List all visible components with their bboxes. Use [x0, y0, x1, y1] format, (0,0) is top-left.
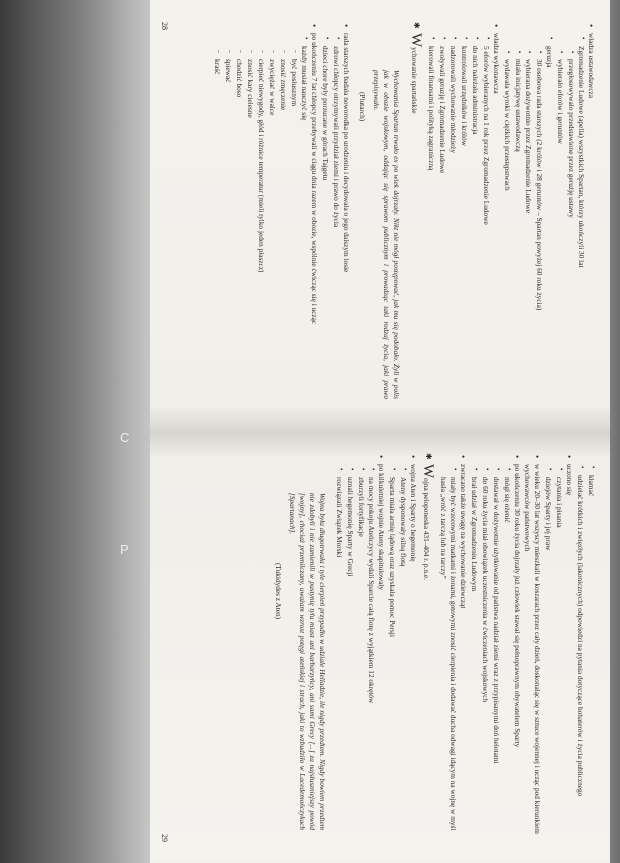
list-item: ▪ wydawała wyroki w ciężkich przestępstwach — [502, 59, 512, 411]
list-item: • zwoływali geruzję i Zgromadzenie Ludowe — [437, 46, 447, 411]
war-list — [334, 453, 418, 842]
list-item: • kłamać — [586, 475, 596, 842]
list-item: • 5 eforów wybieranych na 1 rok przez Zgromadzenie Ludowe — [481, 46, 491, 411]
list-item: • rada starszych badała noworodka po urodzeniu i decydowała o jego dalszym losie • zdrowi chłopcy otrzymywali przydział ziemi i prawo do życia • dzieci chore były porzucane w górach Tajgetu — [320, 33, 351, 411]
education-continued-list — [575, 453, 596, 842]
list-item: • po ukończeniu 7 lat chłopcy przebywali w ciągu dnia razem w obozie, wspólnie ćwicząc się i ucząc • każdy musiał nauczyć się – być posłusznym – znosić zmęczenie – zwyciężać w walce – cierpieć niewygody, głód i różnice temperatur (mieli tylko jeden płaszcz) – znosić kary cielesne – chodzić boso – śpiewać – kraść — [213, 33, 319, 411]
list-item: – być posłusznym — [289, 59, 299, 411]
list-item: • wojna Aten i Sparty o hegemonię • Ateny dysponowały silną flotą • Sparta miała armię lądową oraz uzyskała pomoc Persji — [387, 464, 418, 842]
page-number: 29 — [159, 834, 169, 842]
star-bullet-icon: ✱ — [412, 22, 422, 29]
list-item: – śpiewać — [224, 59, 234, 411]
quote-source: (Tukidydes z Aten) — [274, 563, 284, 620]
list-item: • kierowali finansami i polityką zagraniczną — [426, 46, 436, 411]
list-item: • mógł się ożenić — [502, 477, 512, 842]
list-item: • uczono się • czytania i pisania • dziejów Sparty i jej praw — [543, 464, 574, 842]
list-item: • zdrowi chłopcy otrzymywali przydział ziemi i prawo do życia — [331, 46, 341, 411]
list-item: • udzielać krótkich i zwięzłych (lakonicznych) odpowiedzi na pytania dotyczące bohaterów i życia publicznego — [575, 475, 585, 842]
list-item: – zwyciężać w walce — [267, 59, 277, 411]
list-item: – chodzić boso — [234, 59, 244, 411]
list-item: • Ateny dysponowały silną flotą — [398, 477, 408, 842]
list-item: • władza wykonawcza • 5 eforów wybieranych na 1 rok przez Zgromadzenie Ludowe • do nich należała administracja • kontrolowali urzędników i królów • nadzorowali wychowanie młodzieży • zwoływali geruzję i Zgromadzenie Ludowe • kierowali finansami i polityką zagraniczną — [426, 33, 500, 411]
list-item: • kontrolowali urzędników i królów — [459, 46, 469, 411]
page-29 — [150, 431, 610, 862]
list-item: ▪ wybierało eforów i geruntów — [555, 59, 565, 411]
list-item: • na mocy pokoju Ateńczycy wydali Sparcie całą flotę z wyjątkiem 12 okrętów — [367, 477, 377, 842]
binding-edge — [86, 0, 140, 863]
list-item: • Zgromadzenie Ludowe (apella) wszystkich Spartan, którzy ukończyli 30 lat ▪ przegłosowywało przedstawione przez gerużję ustawy ▪ wybierało eforów i geruntów — [555, 46, 586, 411]
list-item: • brał udział w Zgromadzeniu Ludowym — [469, 477, 479, 842]
page-number: 28 — [159, 22, 169, 30]
margin-mark: P — [120, 542, 129, 557]
list-item: • czytania i pisania — [554, 477, 564, 842]
list-item: ▪ 30 osobowa rada starszych (2 królów i 28 geruntów – Spartan powyżej 60 roku życia) — [534, 59, 544, 411]
list-item: • władza ustawodawcza • Zgromadzenie Ludowe (apella) wszystkich Spartan, którzy ukończyli 30 lat ▪ przegłosowywało przedstawione przez gerużję ustawy ▪ wybierało eforów i geruntów • geruzja ▪ 30 osobowa rada starszych (2 królów i 28 geruntów – Spartan powyżej 60 roku życia) ▪ wybierana dożywotnio przez Zgromadzenie Ludowe ▪ miała inicjatywę ustawodawczą ▪ wydawała wyroki w ciężkich przestępstwach — [502, 33, 596, 411]
section-heading-education: ✱ Wychowanie spartańskie — [408, 22, 425, 114]
section-heading-peloponnesian-war: ✱ Wojna peloponeska 431–404 r. p.n.e. — [420, 453, 437, 580]
education-list — [213, 22, 351, 411]
list-item: ▪ miała inicjatywę ustawodawczą — [513, 59, 523, 411]
list-item: • rozwiązali Związek Morski — [334, 477, 344, 842]
list-item: • po kilkuletniej wojnie Ateny skapitulowały • na mocy pokoju Ateńczycy wydali Sparcie całą flotę z wyjątkiem 12 okrętów • zburzyli fortyfikacje • uznali hegemonię Sparty w Grecji • rozwiązali Związek Morski — [334, 464, 387, 842]
list-item: • dziejów Sparty i jej praw — [543, 477, 553, 842]
list-item: • dostawał w dożywotnie użytkowanie od państwa nadział ziemi wraz z przypisanymi doń helotami — [491, 477, 501, 842]
education-stages-list — [438, 453, 574, 842]
thucydides-quote: Wojna była długotrwała i tyle cierpień przypadło w udziale Helladzie, ile nigdy przedtem. Nigdy bowiem przedtem nie zdobyli i nie zamienili w pustynię tylu miast ani barbarzyńcy, ani sami Grecy [...] za najsłuszniejszy powód [wojny], chociaż przemilczany, uważam wzrost potęgi ateńskiej i strach, jaki to wzbudziło w Lacedemończykach [Spartanach]. — [288, 493, 327, 830]
list-item: • zburzyli fortyfikacje — [356, 477, 366, 842]
star-bullet-icon: ✱ — [424, 453, 434, 460]
list-item: • do nich należała administracja — [470, 46, 480, 411]
list-item: • dzieci chore były porzucane w górach Tajgetu — [320, 46, 330, 411]
list-item: • miały być wzorowymi matkami i żonami, gotowymi znosić cierpienia i dodawać ducha odwagi idącym na wojnę w myśl hasła „wróć z tarczą lub na tarczy” — [438, 477, 458, 842]
plutarch-quote: Wychowania Spartan trwało ex po wiek dojrzały. Nikt nie mógł postępować, jak mu się podobało. Żyli w polis jak w obozie wojskowym, oddając się sprawom publicznym i prowadząc taki rodzaj życia, jaki prawo przepisywało. — [372, 70, 402, 399]
quote-source: (Plutarch) — [358, 92, 368, 122]
book-spread — [150, 0, 610, 863]
list-item: • nadzorowali wychowanie młodzieży — [448, 46, 458, 411]
list-item: • w wieku 20–30 lat wszyscy mieszkali w koszarach przez cały dzień, doskonaląc się w sztuce wojennej i ucząc pod kierunkiem wychowawców państwowych — [523, 464, 543, 842]
list-item: ▪ przegłosowywało przedstawione przez gerużję ustawy — [566, 59, 576, 411]
list-item: – znosić zmęczenie — [278, 59, 288, 411]
list-item: • do 60 roku życia miał obowiązek uczestniczenia w ćwiczeniach wojskowych — [480, 477, 490, 842]
page-28 — [150, 0, 610, 431]
list-item: – kraść — [213, 59, 223, 411]
list-item: – znosić kary cielesne — [245, 59, 255, 411]
list-item: • uznali hegemonię Sparty w Grecji — [345, 477, 355, 842]
list-item: • po ukończeniu 30 roku życia dojrzały już człowiek stawał się pełnoprawnym obywatelem Sparty • mógł się ożenić • dostawał w dożywotnie użytkowanie od państwa nadział ziemi wraz z przypisanymi doń helotami • do 60 roku życia miał obowiązek uczestniczenia w ćwiczeniach wojskowych • brał udział w Zgromadzeniu Ludowym — [469, 464, 522, 842]
margin-mark: C — [120, 430, 130, 445]
list-item: – cierpieć niewygody, głód i różnice temperatur (mieli tylko jeden płaszcz) — [256, 59, 266, 411]
government-list — [426, 22, 596, 411]
list-item: • każdy musiał nauczyć się – być posłusznym – znosić zmęczenie – zwyciężać w walce – cierpieć niewygody, głód i różnice temperatur (mieli tylko jeden płaszcz) – znosić kary cielesne – chodzić boso – śpiewać – kraść — [213, 46, 309, 411]
list-item: • zwracano także uwagę na wychowanie dziewcząt • miały być wzorowymi matkami i żonami, gotowymi znosić cierpienia i dodawać ducha odwagi idącym na wojnę w myśl hasła „wróć z tarczą lub na tarczy” — [438, 464, 468, 842]
list-item: • Sparta miała armię lądową oraz uzyskała pomoc Persji — [387, 477, 397, 842]
list-item: • geruzja ▪ 30 osobowa rada starszych (2 królów i 28 geruntów – Spartan powyżej 60 roku życia) ▪ wybierana dożywotnio przez Zgromadzenie Ludowe ▪ miała inicjatywę ustawodawczą ▪ wydawała wyroki w ciężkich przestępstwach — [502, 46, 555, 411]
list-item: ▪ wybierana dożywotnio przez Zgromadzenie Ludowe — [524, 59, 534, 411]
